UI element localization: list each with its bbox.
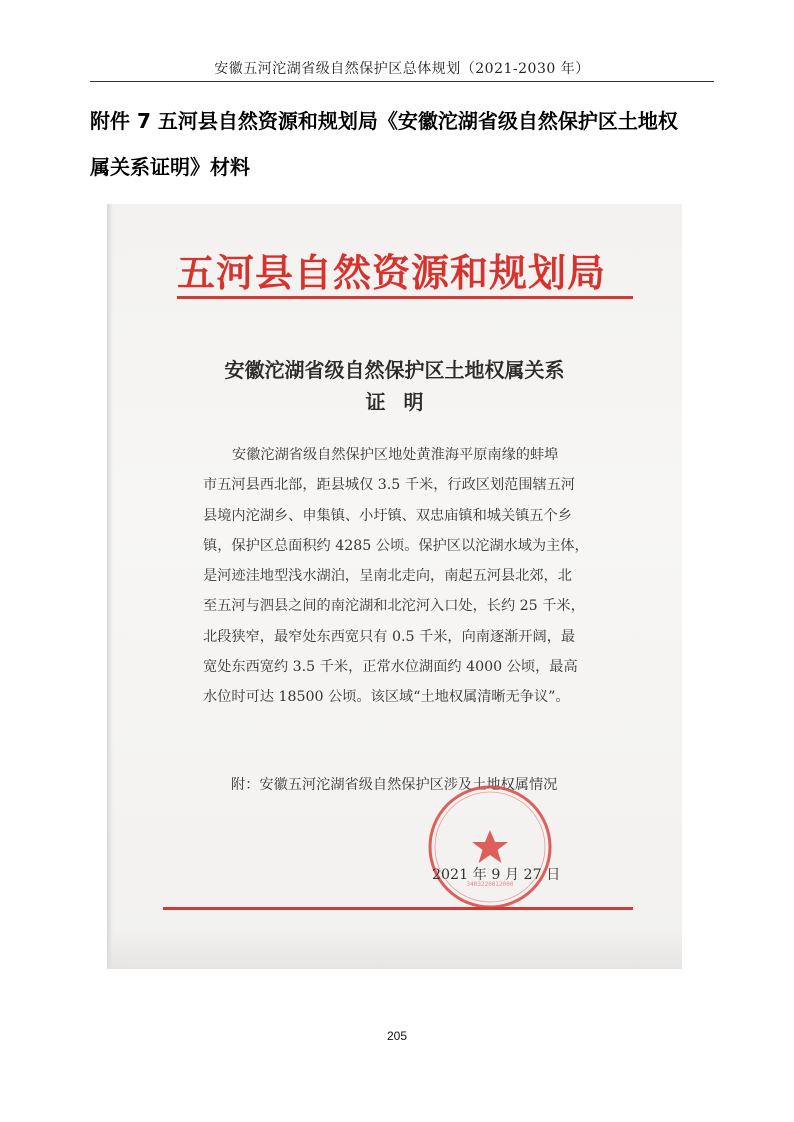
body-line: 至五河与泗县之间的南沱湖和北沱河入口处，长约 25 千米， [203,598,585,615]
body-line: 宽处东西宽约 3.5 千米，正常水位湖面约 4000 公顷，最高 [203,659,578,676]
appendix-note: 附：安徽五河沱湖省级自然保护区涉及土地权属情况 [231,777,558,793]
body-line: 市五河县西北部，距县城仅 3.5 千米，行政区划范围辖五河 [203,477,576,494]
svg-text:3403220012000: 3403220012000 [466,881,514,888]
document-title-line-2: 证明 [365,390,442,414]
scanned-letter [107,204,682,969]
page-number: 205 [386,1029,408,1043]
letterhead: 五河县自然资源和规划局 [177,250,607,295]
scan-edge [107,204,113,969]
signature-date: 2021 年 9 月 27 日 [432,867,561,883]
body-line: 北段狭窄，最窄处东西宽只有 0.5 千米，向南逐渐开阔，最 [203,628,576,645]
attachment-title-line-1: 附件 7 五河县自然资源和规划局《安徽沱湖省级自然保护区土地权 [90,109,678,133]
official-seal-icon [425,782,555,912]
attachment-title [90,98,714,190]
footer-red-rule [163,907,633,910]
body-line: 水位时可达 18500 公顷。该区域“土地权属清晰无争议”。 [203,689,570,706]
running-header: 安徽五河沱湖省级自然保护区总体规划（2021-2030 年） [214,61,590,77]
document-title-line-1: 安徽沱湖省级自然保护区土地权属关系 [224,358,565,382]
body-line: 安徽沱湖省级自然保护区地处黄淮海平原南缘的蚌埠 [232,447,559,463]
body-line: 镇，保护区总面积约 4285 公顷。保护区以沱湖水域为主体， [203,537,589,554]
body-line: 县境内沱湖乡、申集镇、小圩镇、双忠庙镇和城关镇五个乡 [203,507,572,524]
body-line: 是河迹洼地型浅水湖泊，呈南北走向，南起五河县北郊，北 [203,568,572,585]
attachment-title-line-2: 属关系证明》材料 [90,155,250,179]
letterhead-red-rule [177,296,633,299]
scan-shadow [107,929,682,969]
letter-body [203,440,603,713]
header-rule [90,81,714,82]
